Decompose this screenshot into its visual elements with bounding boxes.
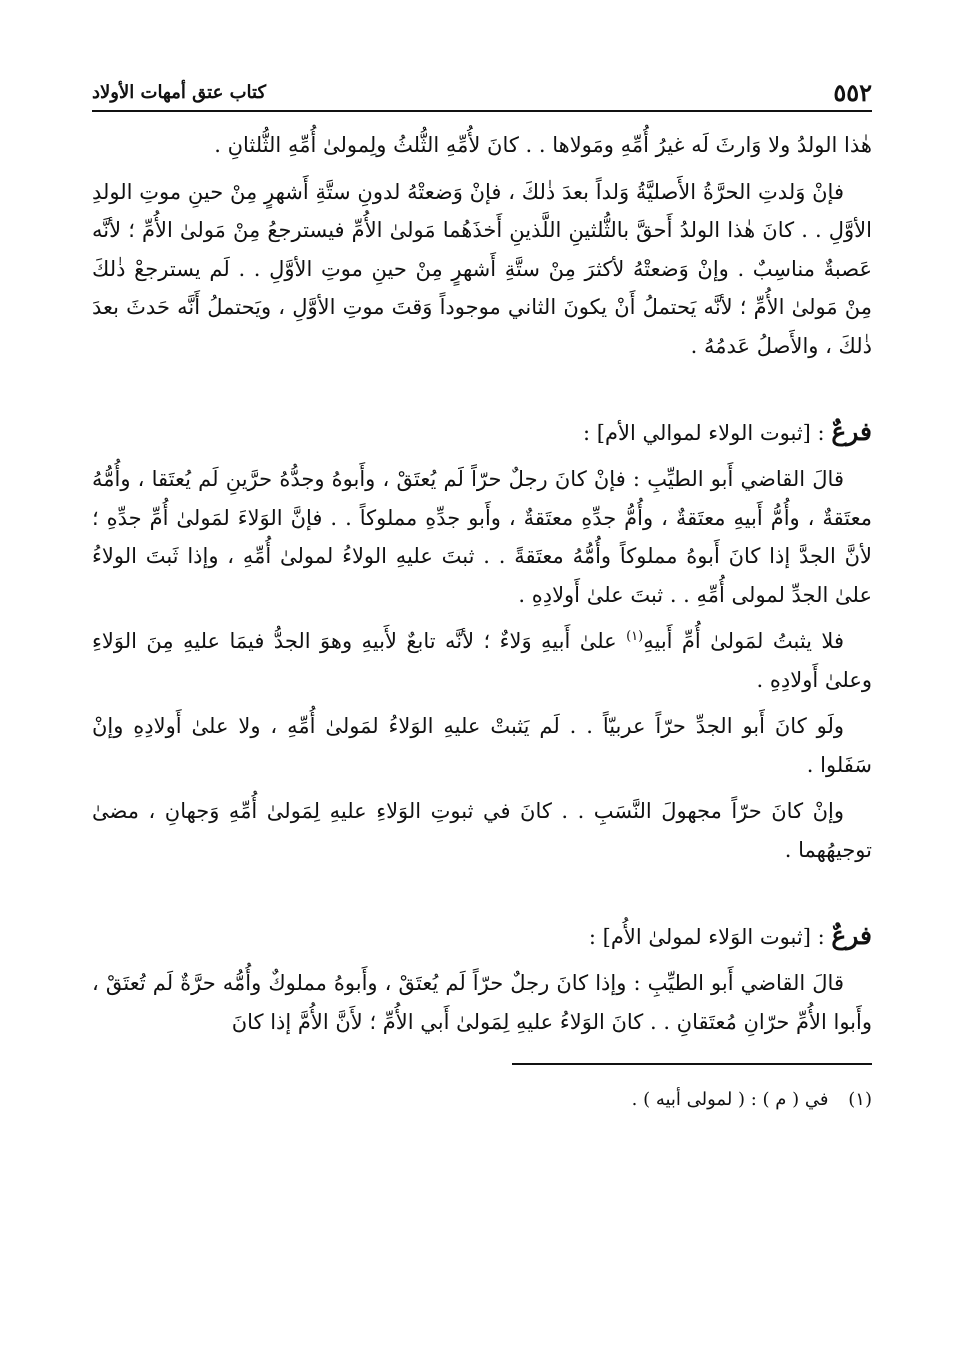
running-header <box>92 70 872 112</box>
book-page <box>92 70 872 1115</box>
footnote-number: (١) <box>848 1089 872 1110</box>
section-heading <box>92 917 872 956</box>
section-heading-title: : [ثبوت الوَلاء لمولىٰ الأُم] : <box>588 925 825 949</box>
paragraph: قالَ القاضي أَبو الطيِّبِ : فإنْ كانَ رجلٌ حرّاً لَم يُعتَقْ ، وأَبوهُ وجدُّهُ حرَّينِ لَم يُعتَقا ، وأُمُّهُ معتَقةٌ ، وأُمُّ أَبيهِ معتَقةٌ ، وأُمُّ جدِّهِ معتَقةٌ ، وأَبو جدِّهِ مملوكاً . . فإنَّ الوَلاءَ لمَولىٰ أُمِّ جدِّهِ ؛ لأنَّ الجدَّ إذا كانَ أَبوهُ مملوكاً وأُمُّهُ معتَقةً . . ثبتَ عليهِ الولاءُ لمولىٰ أُمِّهِ ، وإذا ثَبتَ الولاءُ علىٰ الجدِّ لمولى أُمِّهِ . . ثبتَ علىٰ أَولادِهِ . <box>92 467 872 607</box>
footnote-reference: (١) <box>626 629 644 644</box>
footnote-text: في ( م ) : ( لمولى أبيه ) . <box>631 1089 829 1110</box>
page-body <box>92 126 872 1115</box>
paragraph: هٰذا الولدُ ولا وَارثَ لَه غيرُ أُمِّهِ ومَولاها . . كانَ لأُمِّهِ الثُّلثُ ولِمولىٰ أُمِّهِ الثُّلثانِ . <box>214 133 872 157</box>
section-heading-word: فرعٌ <box>831 921 872 950</box>
section-heading <box>92 413 872 452</box>
book-title: كتاب عتق أمهات الأولاد <box>92 82 267 103</box>
paragraph-text: علىٰ أَبيهِ وَلاءٌ ؛ لأنَّه تابعٌ لأَبيهِ وهوَ الجدُّ فيمَا عليهِ مِنَ الوَلاءِ وعلىٰ أَولادِهِ . <box>92 629 872 692</box>
paragraph: قالَ القاضي أَبو الطيِّبِ : وإذا كانَ رجلٌ حرّاً لَم يُعتَقْ ، وأَبوهُ مملوكٌ وأُمُّه حرَّةٌ لَم تُعتَقْ ، وأَبوا الأُمِّ حرّانِ مُعتَقانِ . . كانَ الوَلاءُ عليهِ لِمَولىٰ أَبي الأُمِّ ؛ لأَنَّ الأُمَّ إذا كانَ <box>92 971 872 1034</box>
footnote-divider <box>512 1063 872 1065</box>
paragraph: ولَو كانَ أَبو الجدِّ حرّاً عربيّاً . . لَم يَثبتْ عليهِ الوَلاءُ لمَولىٰ أُمِّهِ ، ولا علىٰ أَولادِهِ وإنْ سَفَلوا . <box>92 714 872 777</box>
section-heading-title: : [ثبوت الولاء لموالي الأم] : <box>583 421 825 445</box>
paragraph: فإنْ وَلدتِ الحرَّةُ الأَصليَّةُ وَلداً بعدَ ذٰلكَ ، فإنْ وَضعتْهُ لدونِ ستَّةِ أَشهرٍ مِنْ حينِ موتِ الولدِ الأوَّلِ . . كانَ هٰذا الولدُ أَحقَّ بالثُّلثينِ اللَّذينِ أَخذَهُما مَولىٰ الأُمِّ فيسترجعُ مِنْ مَولىٰ الأُمِّ ؛ لأنَّه عَصبةٌ مناسِبٌ . وإنْ وَضعتْهُ لأكثرَ مِنْ ستَّةِ أَشهرٍ مِنْ حينِ موتِ الأوَّلِ . . لَم يسترجعْ ذٰلكَ مِنْ مَولىٰ الأُمِّ ؛ لأنَّه يَحتملُ أَنْ يكونَ الثاني موجوداً وَقتَ موتِ الأوَّلِ ، ويَحتملُ أَنَّه حَدثَ بعدَ ذٰلكَ ، والأَصلُ عَدمُهُ . <box>92 179 872 358</box>
section-heading-word: فرعٌ <box>831 417 872 446</box>
page-number: ٥٥٢ <box>833 78 872 107</box>
footnote <box>92 1085 872 1115</box>
paragraph-text: فلا يثبتُ لمَولىٰ أُمِّ أَبيهِ <box>643 629 844 653</box>
paragraph-with-footnote <box>92 622 872 699</box>
paragraph: وإنْ كانَ حرّاً مجهولَ النَّسَبِ . . كانَ في ثبوتِ الوَلاءِ عليهِ لِمَولىٰ أُمِّهِ وَجهانِ ، مضىٰ توجيهُهما . <box>92 799 872 862</box>
